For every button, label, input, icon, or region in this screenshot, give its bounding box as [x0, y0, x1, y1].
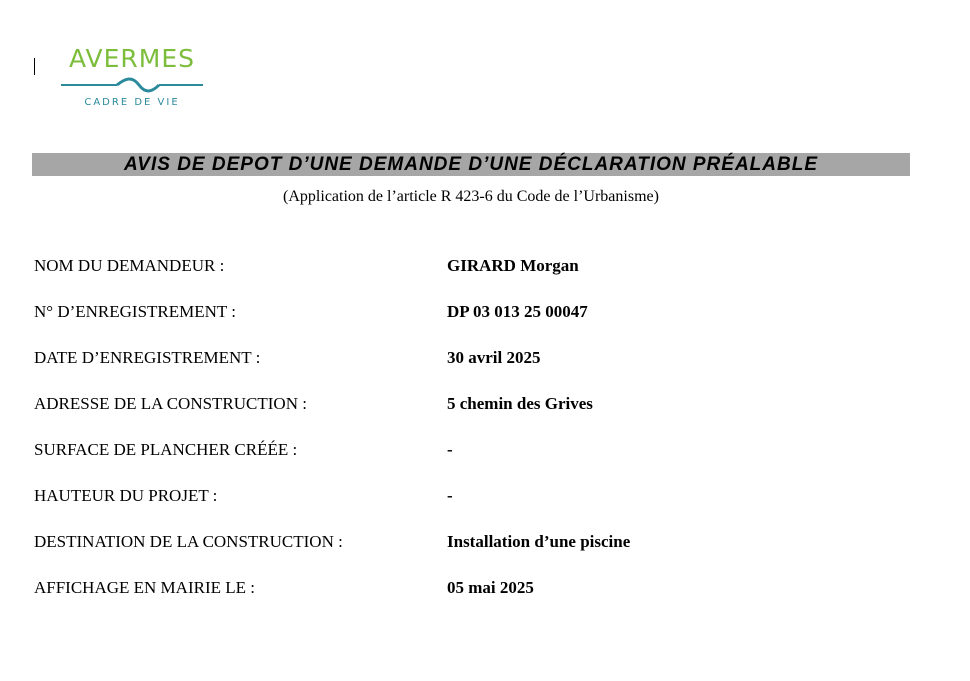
document-subtitle: (Application de l’article R 423-6 du Code de l’Urbanisme) — [283, 188, 659, 205]
logo-wordmark: AVERMES — [68, 44, 195, 73]
field-row-posting-date — [34, 576, 934, 600]
field-label: N° D’ENREGISTREMENT : — [34, 302, 236, 321]
field-row-applicant-name — [34, 254, 934, 278]
field-row-project-height — [34, 484, 934, 508]
field-row-registration-number — [34, 300, 934, 324]
field-label: ADRESSE DE LA CONSTRUCTION : — [34, 394, 307, 413]
field-row-construction-address — [34, 392, 934, 416]
field-value: 05 mai 2025 — [447, 578, 534, 597]
field-value: DP 03 013 25 00047 — [447, 302, 588, 321]
text-cursor — [34, 58, 35, 75]
field-label: AFFICHAGE EN MAIRIE LE : — [34, 578, 255, 597]
field-row-registration-date — [34, 346, 934, 370]
field-value: 5 chemin des Grives — [447, 394, 593, 413]
field-value: - — [447, 440, 453, 459]
field-label: NOM DU DEMANDEUR : — [34, 256, 225, 275]
logo-tagline: CADRE DE VIE — [84, 97, 180, 108]
field-row-floor-area — [34, 438, 934, 462]
field-label: HAUTEUR DU PROJET : — [34, 486, 218, 505]
field-row-construction-purpose — [34, 530, 934, 554]
title-banner — [32, 153, 910, 176]
field-value: GIRARD Morgan — [447, 256, 579, 275]
field-label: DATE D’ENREGISTREMENT : — [34, 348, 261, 367]
field-label: DESTINATION DE LA CONSTRUCTION : — [34, 532, 343, 551]
field-value: 30 avril 2025 — [447, 348, 541, 367]
avermes-logo — [59, 44, 205, 114]
document-title: AVIS DE DEPOT D’UNE DEMANDE D’UNE DÉCLARATION PRÉALABLE — [124, 154, 818, 175]
field-label: SURFACE DE PLANCHER CRÉÉE : — [34, 440, 298, 459]
field-value: Installation d’une piscine — [447, 532, 631, 551]
field-value: - — [447, 486, 453, 505]
wave-icon — [59, 75, 205, 95]
